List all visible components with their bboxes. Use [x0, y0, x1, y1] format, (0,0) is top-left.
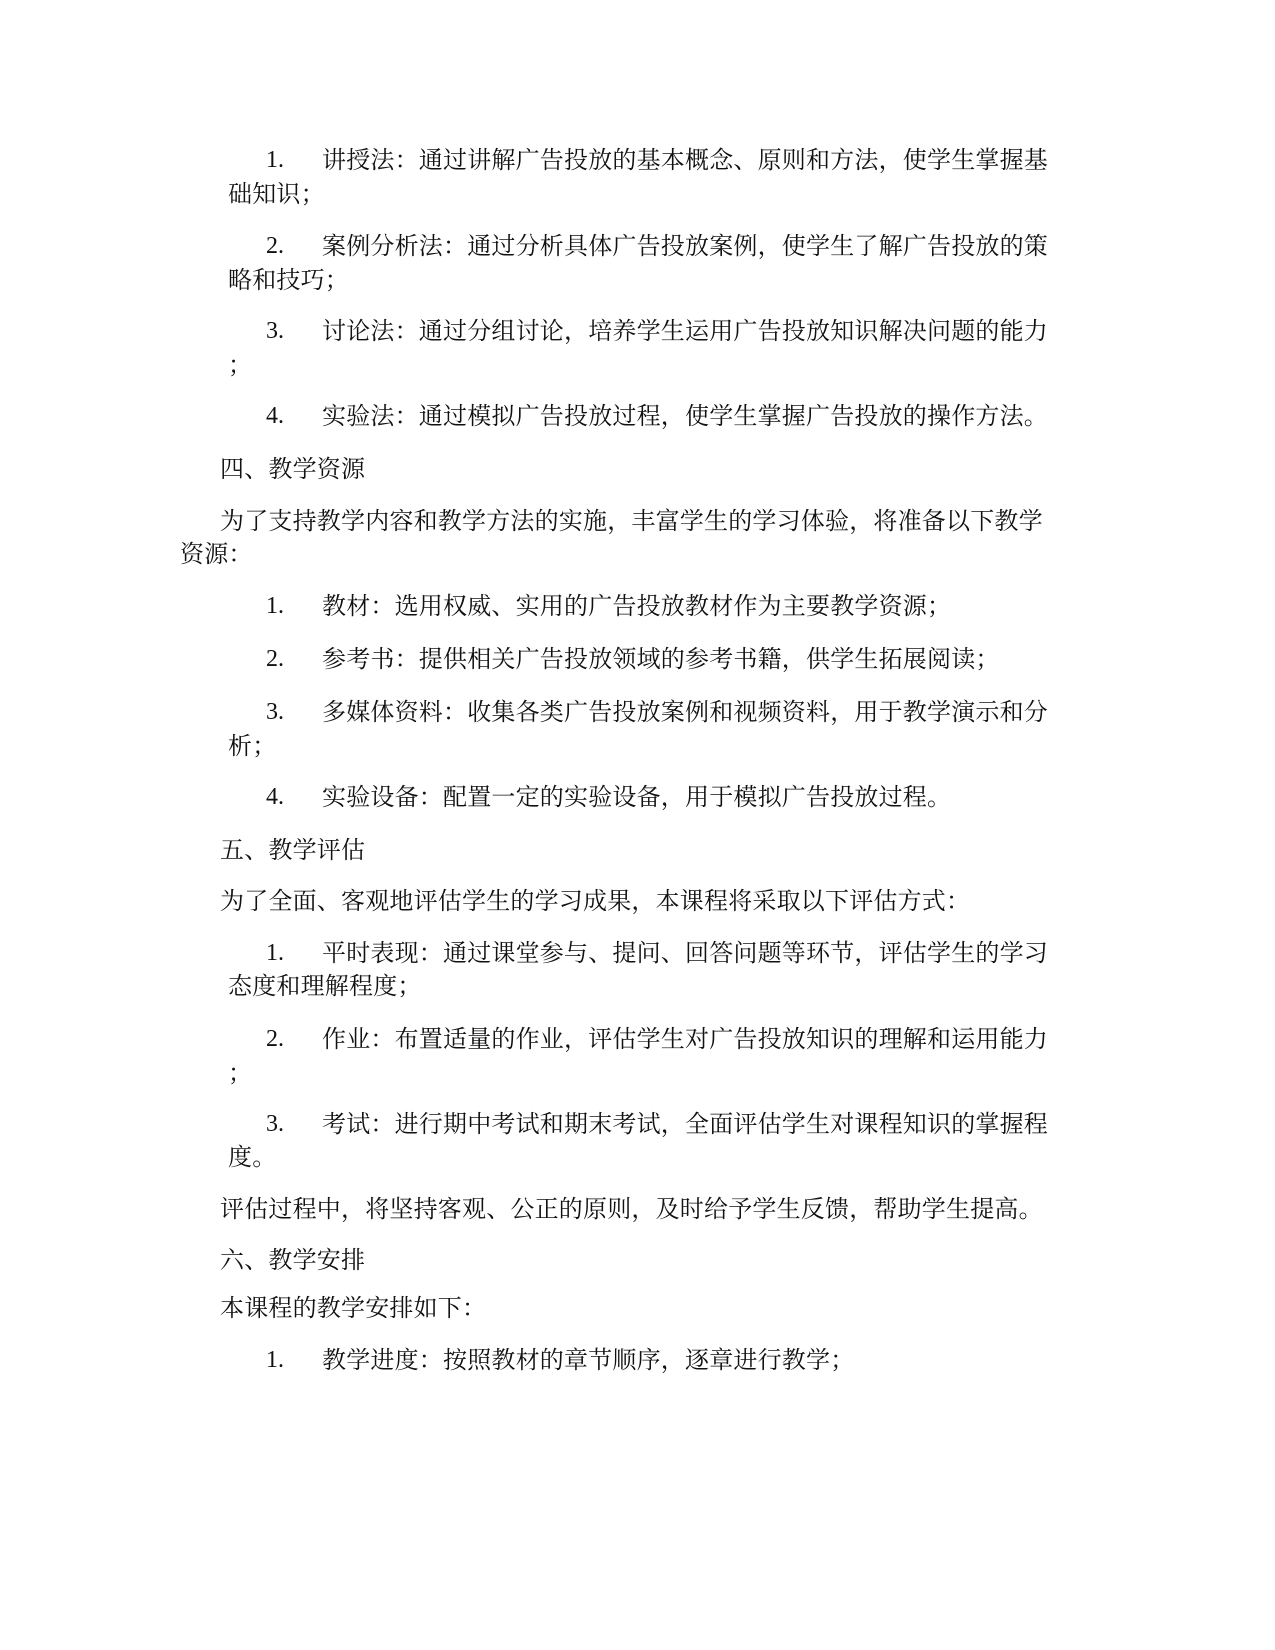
list-text-continued: ； — [228, 351, 253, 379]
list-text: 案例分析法：通过分析具体广告投放案例，使学生了解广告投放的策 — [322, 232, 1048, 260]
paragraph: 本课程的教学安排如下： — [220, 1294, 487, 1322]
list-number: 3. — [266, 1111, 284, 1137]
paragraph: 为了全面、客观地评估学生的学习成果，本课程将采取以下评估方式： — [220, 887, 971, 915]
paragraph: 评估过程中，将坚持客观、公正的原则，及时给予学生反馈，帮助学生提高。 — [220, 1195, 1043, 1223]
list-text: 教学进度：按照教材的章节顺序，逐章进行教学； — [322, 1346, 855, 1374]
list-number: 1. — [266, 147, 284, 173]
list-text-continued: 础知识； — [228, 180, 325, 208]
list-text: 教材：选用权威、实用的广告投放教材作为主要教学资源； — [322, 592, 952, 620]
paragraph: 为了支持教学内容和教学方法的实施，丰富学生的学习体验，将准备以下教学 — [220, 507, 1043, 535]
section-heading: 六、教学安排 — [220, 1246, 366, 1274]
list-text: 作业：布置适量的作业，评估学生对广告投放知识的理解和运用能力 — [322, 1025, 1048, 1053]
list-number: 3. — [266, 699, 284, 725]
list-text: 讲授法：通过讲解广告投放的基本概念、原则和方法，使学生掌握基 — [322, 146, 1048, 174]
list-number: 2. — [266, 1026, 284, 1052]
list-number: 1. — [266, 940, 284, 966]
list-number: 3. — [266, 318, 284, 344]
list-number: 2. — [266, 233, 284, 259]
list-number: 1. — [266, 1347, 284, 1373]
list-number: 1. — [266, 593, 284, 619]
list-text: 实验设备：配置一定的实验设备，用于模拟广告投放过程。 — [322, 783, 952, 811]
list-text-continued: 析； — [228, 732, 277, 760]
list-text-continued: 度。 — [228, 1143, 277, 1171]
paragraph-continued: 资源： — [180, 540, 253, 568]
list-text: 讨论法：通过分组讨论，培养学生运用广告投放知识解决问题的能力 — [322, 317, 1048, 345]
list-text-continued: ； — [228, 1059, 253, 1087]
list-number: 2. — [266, 646, 284, 672]
section-heading: 五、教学评估 — [220, 836, 366, 864]
list-text: 参考书：提供相关广告投放领域的参考书籍，供学生拓展阅读； — [322, 645, 1000, 673]
list-number: 4. — [266, 784, 284, 810]
list-text: 平时表现：通过课堂参与、提问、回答问题等环节，评估学生的学习 — [322, 939, 1048, 967]
list-text: 多媒体资料：收集各类广告投放案例和视频资料，用于教学演示和分 — [322, 698, 1048, 726]
list-text: 实验法：通过模拟广告投放过程，使学生掌握广告投放的操作方法。 — [322, 402, 1048, 430]
list-text: 考试：进行期中考试和期末考试，全面评估学生对课程知识的掌握程 — [322, 1110, 1048, 1138]
list-text-continued: 态度和理解程度； — [228, 972, 422, 1000]
list-number: 4. — [266, 403, 284, 429]
section-heading: 四、教学资源 — [220, 455, 366, 483]
list-text-continued: 略和技巧； — [228, 266, 349, 294]
